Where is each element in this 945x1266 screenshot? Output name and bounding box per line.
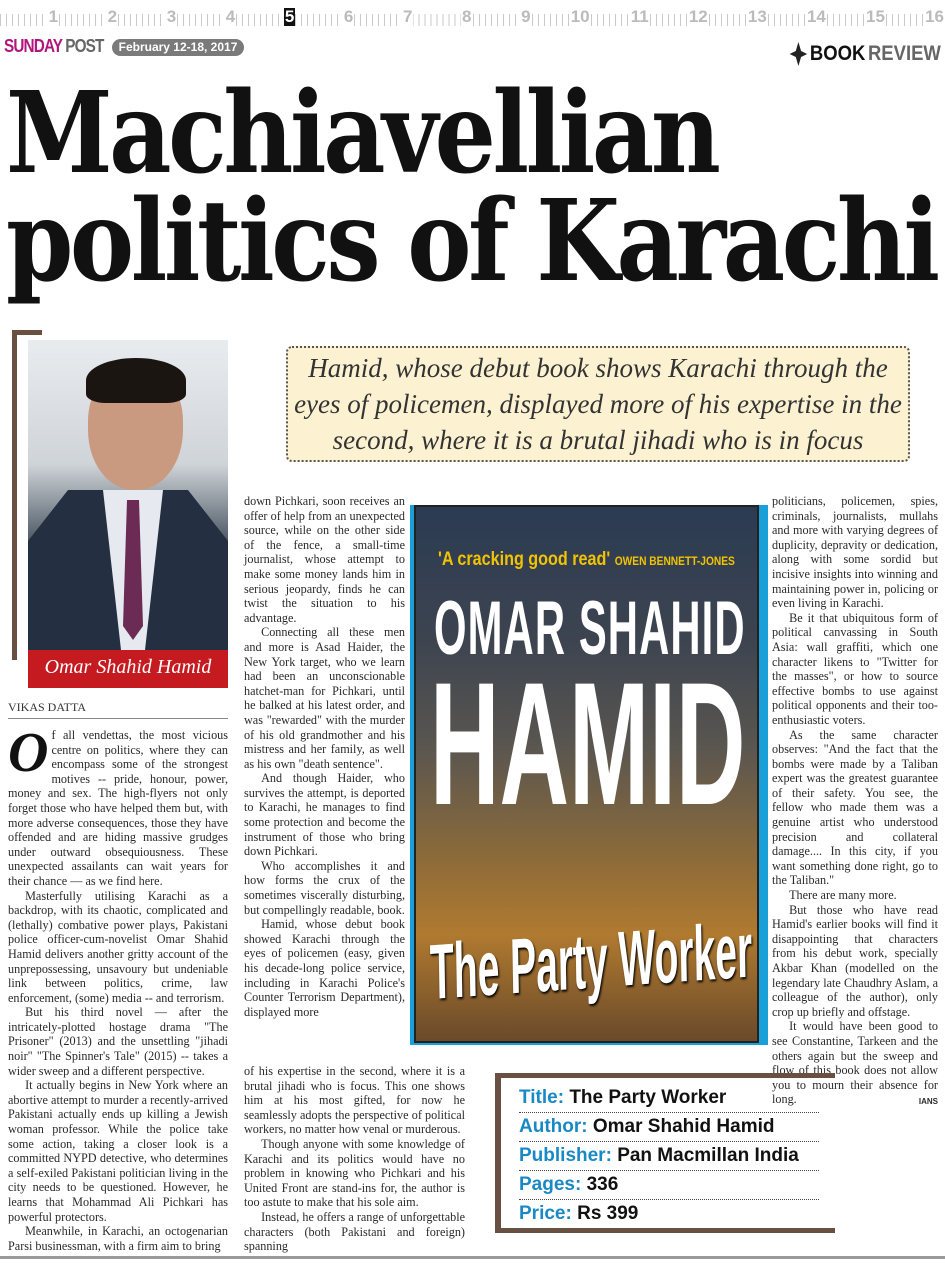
ruler-page-8[interactable] xyxy=(413,4,472,26)
headline-line-1: Machiavellian xyxy=(6,68,718,199)
ruler-page-10[interactable] xyxy=(532,4,591,26)
ruler-label: 4 xyxy=(225,7,236,26)
ruler-label: 9 xyxy=(521,7,531,26)
ruler-page-3[interactable] xyxy=(118,4,177,26)
bottom-rule xyxy=(0,1256,945,1259)
info-row-title: Title: The Party Worker xyxy=(519,1084,819,1113)
book-cover xyxy=(410,505,768,1045)
ruler-page-16[interactable] xyxy=(886,4,945,26)
cover-title: The Party Worker xyxy=(429,905,753,1016)
ruler-label: 3 xyxy=(166,7,177,26)
byline: VIKAS DATTA xyxy=(8,700,228,719)
article-paragraph: politicians, policemen, spies, criminals, journalists, mullahs and more with varying degrees of duplicity, depravity or dedication, along with some sordid but incisive insights into winning and maintaining power in, policing or even living in Karachi. xyxy=(772,494,938,611)
publication-brand xyxy=(4,36,104,57)
info-row-price: Price: Rs 399 xyxy=(519,1203,639,1224)
ruler-page-7[interactable] xyxy=(354,4,413,26)
info-row-publisher: Publisher: Pan Macmillan India xyxy=(519,1142,819,1171)
article-paragraph: down Pichkari, soon receives an offer of help from an unexpected source, while on the other side of the fence, a small-time journalist, whose attempt to make some money lands him in serious jeopardy, finds he can twist the situation to his advantage. xyxy=(244,494,405,625)
cover-author-first: OMAR SHAHID xyxy=(434,586,746,671)
article-paragraph: Instead, he offers a range of unforgettable characters (both Pakistani and foreign) spanning xyxy=(244,1209,465,1254)
article-column-3 xyxy=(772,494,938,1110)
headline-line-2: politics of Karachi xyxy=(6,176,937,307)
article-paragraph: of his expertise in the second, where it is a brutal jihadi who is focus. This one shows him at his most gifted, for now he seamlessly adopts the perspective of political workers, no matter how venal or murderous. xyxy=(244,1064,465,1137)
article-paragraph: Of all vendettas, the most vicious centre on politics, where they can encompass some of the strongest motives -- pride, honour, power, money and sex. The high-flyers not only forget those who have helped them but, with more adverse consequences, those they have offended and are hiding massive grudges under outward obsequiousness. These unexpected assailants can wait years for their chance — as we find here. xyxy=(8,722,228,888)
book-info-box xyxy=(495,1073,835,1233)
ruler-label: 6 xyxy=(343,7,354,26)
article-column-2-continued xyxy=(244,1064,465,1254)
ruler-label: 1 xyxy=(48,7,59,26)
ruler-label: 7 xyxy=(402,7,413,26)
article-column-1 xyxy=(8,722,228,1253)
drop-cap: O xyxy=(8,722,49,784)
ruler-label: 10 xyxy=(570,7,590,26)
info-row-pages: Pages: 336 xyxy=(519,1171,819,1200)
cover-author-last: HAMID xyxy=(430,647,746,842)
ruler-label: 16 xyxy=(925,7,944,26)
article-paragraph: Connecting all these men and more is Asad Haider, the New York target, who we learn had been an unconscionable hatchet-man for Pichkari, until he balked at his latest order, and was "rewarded" with the murder of his old grandmother and his mistress and her family, as well as his own "death sentence". xyxy=(244,625,405,771)
section-label xyxy=(790,42,941,66)
cover-blurb: 'A cracking good read' OWEN BENNETT-JONES xyxy=(438,549,735,570)
article-paragraph: And though Haider, who survives the attempt, is deported to Karachi, he manages to find some protection and become the instrument of those who bring down Pichkari. xyxy=(244,771,405,859)
ruler-label: 15 xyxy=(866,7,885,26)
ruler-label: 11 xyxy=(630,7,649,26)
ruler-page-11[interactable] xyxy=(591,4,650,26)
section-review: REVIEW xyxy=(868,42,941,65)
article-paragraph: Be it that ubiquitous form of political canvassing in South Asia: wall graffiti, which one character likens to "Twitter for the masses", or how to source effective bombs to use against political opponents and their too-enthusiastic voters. xyxy=(772,610,938,727)
article-column-2 xyxy=(244,494,405,1019)
compass-star-icon xyxy=(790,42,808,66)
article-paragraph: Hamid, whose debut book showed Karachi through the eyes of policemen (easy, given his decade-long police service, including in Karachi Police's Counter Terrorism Department), displayed more xyxy=(244,917,405,1019)
photo-caption: Omar Shahid Hamid xyxy=(28,650,228,688)
author-photo xyxy=(28,340,228,650)
brand-sunday: SUNDAY xyxy=(4,36,62,56)
info-row-author: Author: Omar Shahid Hamid xyxy=(519,1113,819,1142)
pull-quote: Hamid, whose debut book shows Karachi through the eyes of policemen, displayed more of his expertise in the second, where it is a brutal jihadi who is in focus xyxy=(286,346,910,462)
ruler-page-6[interactable] xyxy=(295,4,354,26)
article-paragraph: As the same character observes: "And the fact that the bombs were made by a Taliban expert was the greatest guarantee of their safety. You see, the fellow who made them was a genuine artist who understood precision and collateral damage.... In this city, if you want something done right, go to the Taliban." xyxy=(772,727,938,888)
brand-post: POST xyxy=(65,36,104,56)
ruler-label: 14 xyxy=(806,7,826,26)
agency-credit: IANS xyxy=(918,1097,938,1107)
issue-date-badge: February 12-18, 2017 xyxy=(112,39,244,56)
ruler-page-14[interactable] xyxy=(768,4,827,26)
ruler-page-15[interactable] xyxy=(827,4,886,26)
ruler-label: 2 xyxy=(107,7,118,26)
article-paragraph: But those who have read Hamid's earlier books will find it disappointing that characters from his debut work, specially Akbar Khan (modelled on the legendary late Chaudhry Aslam, a colleague of the author), only crop up briefly and offstage. xyxy=(772,902,938,1019)
ruler-label: 5 xyxy=(284,7,295,26)
ruler-label: 8 xyxy=(462,7,472,26)
article-paragraph: Masterfully utilising Karachi as a backdrop, with its chaotic, complicated and (lethally) combative power plays, Pakistani police officer-cum-novelist Omar Shahid Hamid delivers another gritty account of the unprepossessing, unsavoury but undeniable link between politics, crime, law enforcement, (some) media -- and terrorism. xyxy=(8,888,228,1005)
article-paragraph: It actually begins in New York where an abortive attempt to murder a recently-arrived Pakistani actually ends up killing a Jewish woman professor. While the police take some action, taking a closer look is a committed NYPD detective, who determines a self-exiled Pakistani politician living in the city needs to be questioned. However, he learns that Mohammad Ali Pichkari has powerful protectors. xyxy=(8,1078,228,1224)
ruler-page-1[interactable] xyxy=(0,4,59,26)
ruler-page-9[interactable] xyxy=(473,4,532,26)
article-paragraph: Though anyone with some knowledge of Karachi and its politics would have no problem in knowing who Pichkari and his United Front are stand-ins for, the author is too astute to make that his sole aim. xyxy=(244,1136,465,1210)
article-paragraph: It would have been good to see Constantine, Tarkeen and the others again but the sweep and flow of this book does not allow you to mourn their absence for long. IANS xyxy=(772,1019,938,1107)
ruler-page-12[interactable] xyxy=(650,4,709,26)
page-ruler xyxy=(0,4,945,26)
ruler-page-2[interactable] xyxy=(59,4,118,26)
ruler-page-5-current[interactable] xyxy=(236,4,295,26)
article-paragraph: But his third novel — after the intricately-plotted hostage drama "The Prisoner" (2013) and the unsettling "jihadi noir" "The Spinner's Tale" (2015) -- takes a wider sweep and a different perspective. xyxy=(8,1005,228,1078)
section-book: BOOK xyxy=(810,42,866,65)
article-paragraph: Meanwhile, in Karachi, an octogenarian Parsi businessman, with a firm aim to bring xyxy=(8,1224,228,1253)
article-paragraph: Who accomplishes it and how forms the crux of the sometimes viscerally disturbing, but compellingly readable, book. xyxy=(244,858,405,917)
ruler-label: 13 xyxy=(747,7,767,26)
ruler-label: 12 xyxy=(688,7,708,26)
ruler-page-13[interactable] xyxy=(709,4,768,26)
ruler-page-4[interactable] xyxy=(177,4,236,26)
article-paragraph: There are many more. xyxy=(789,888,897,903)
